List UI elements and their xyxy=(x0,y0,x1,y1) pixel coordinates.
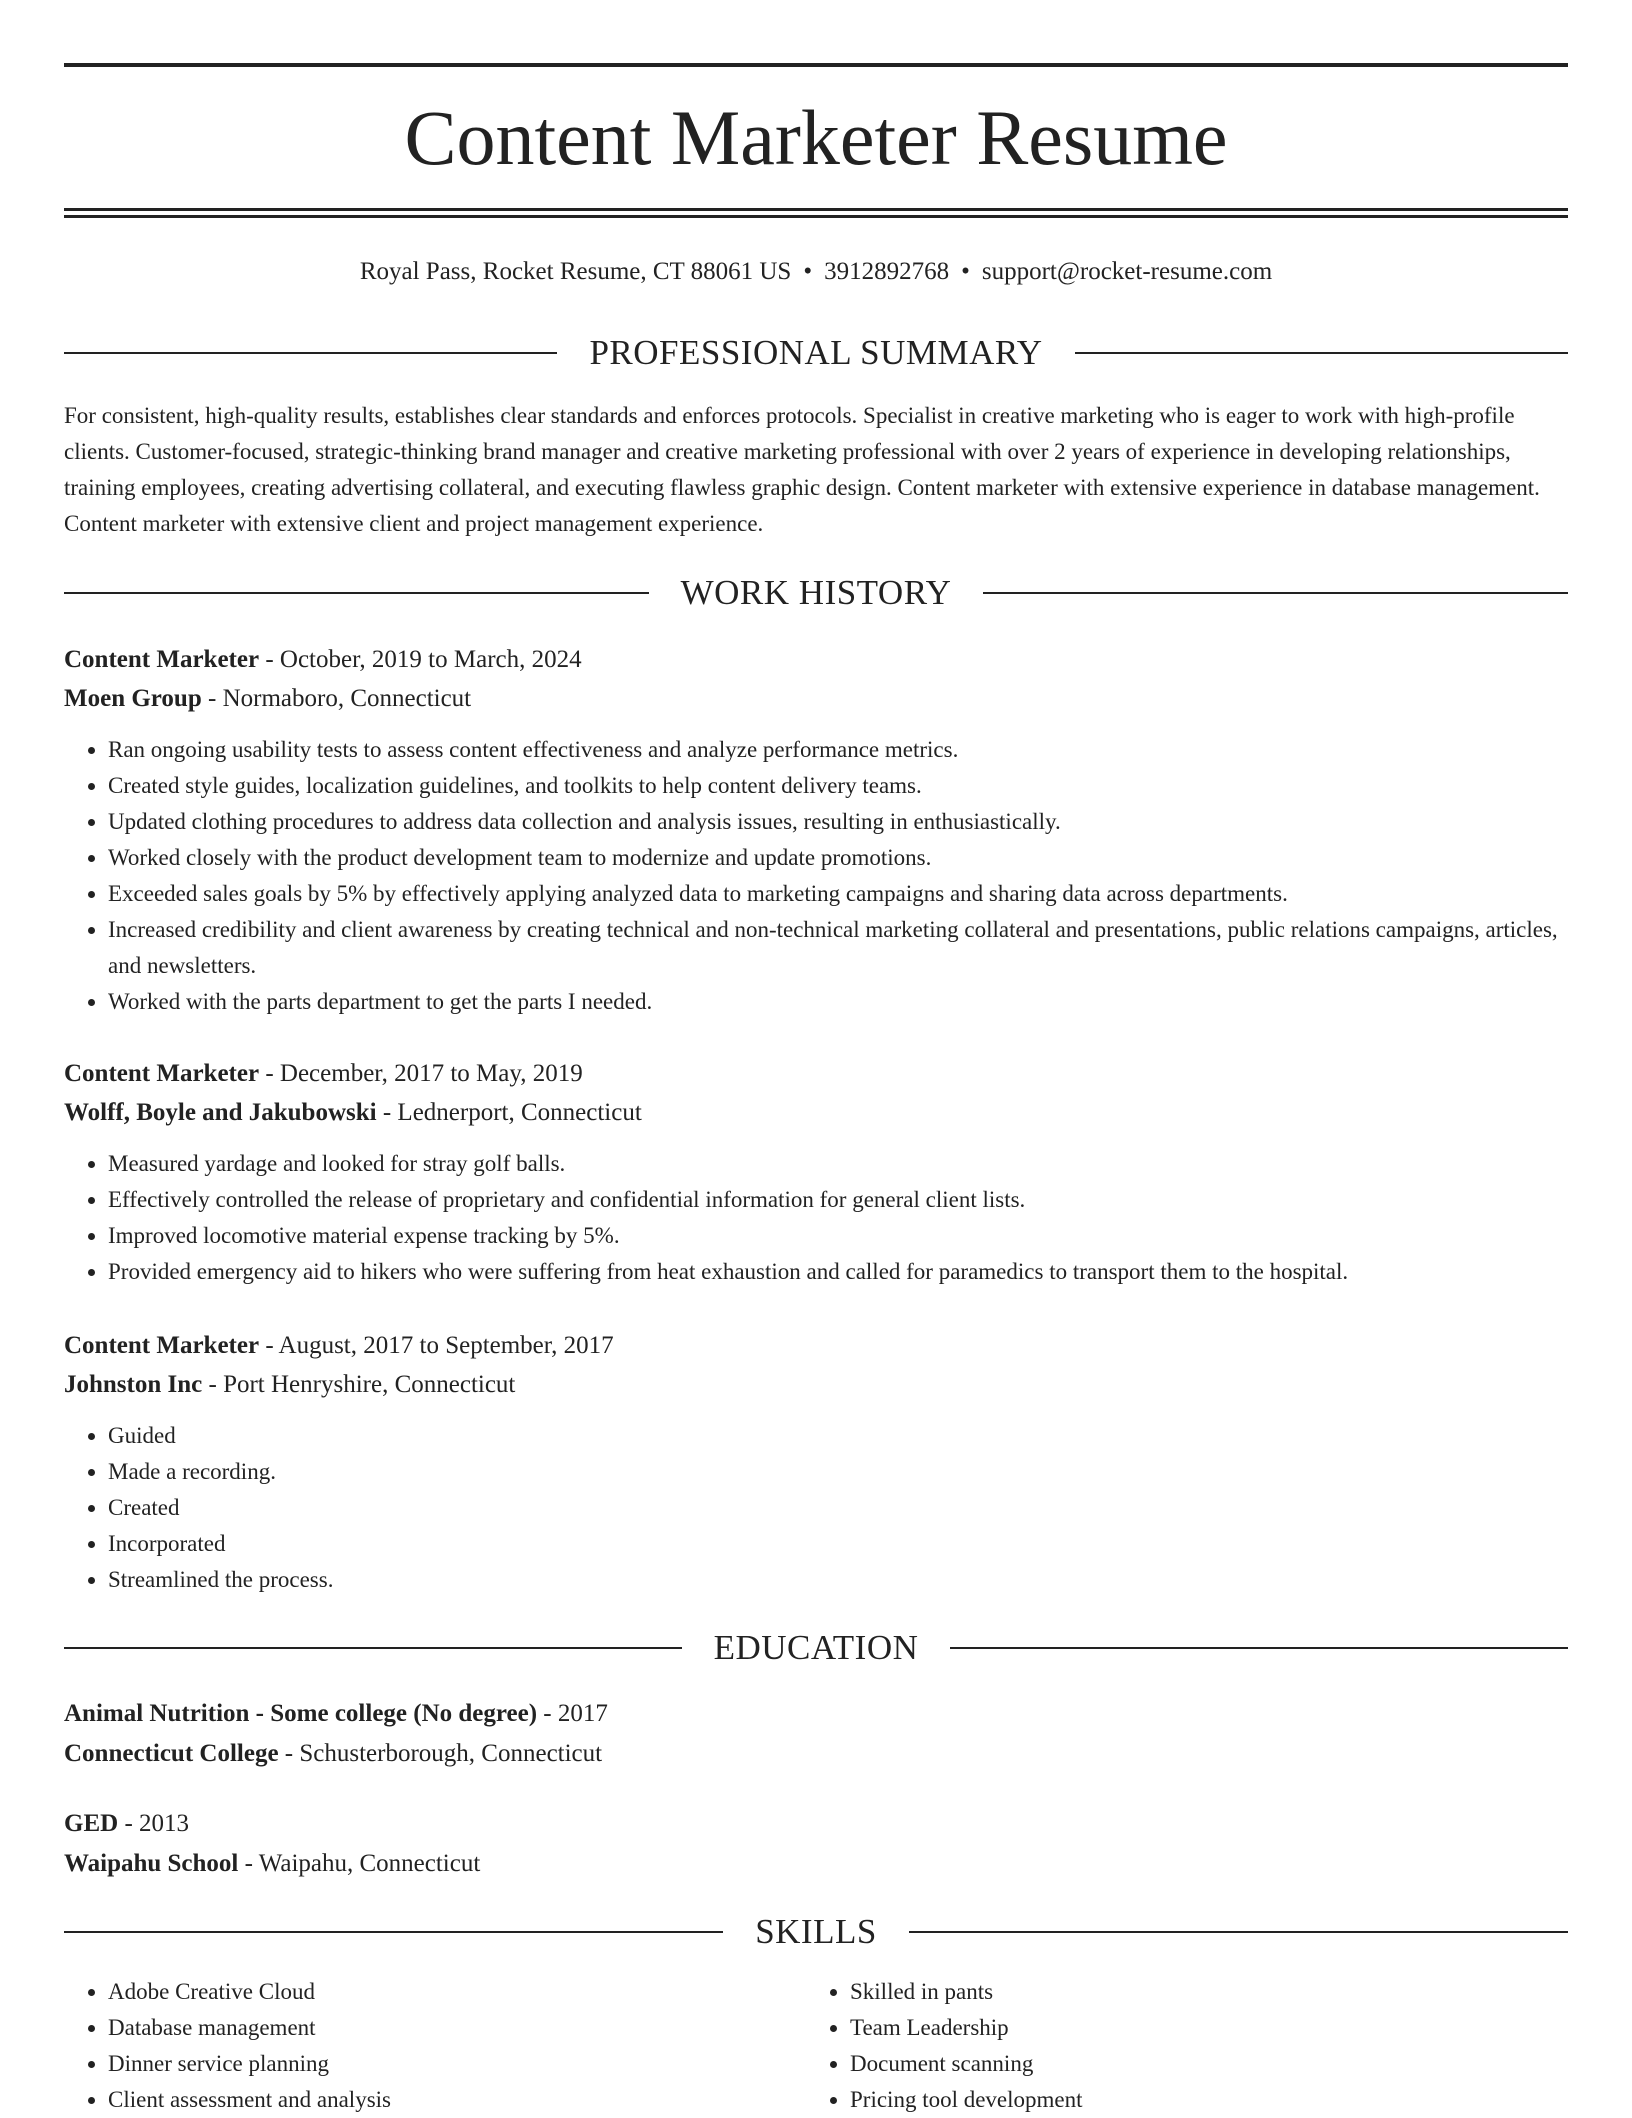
contact-line xyxy=(64,252,1568,292)
list-item: • Effectively controlled the release of proprietary and confidential information for general client lists. xyxy=(108,1182,1568,1218)
divider xyxy=(909,1931,1568,1933)
job-dates: - December, 2017 to May, 2019 xyxy=(259,1060,583,1087)
divider xyxy=(64,1647,682,1649)
job-entry xyxy=(64,640,1568,1020)
section-title: SKILLS xyxy=(755,1912,877,1951)
job-company: Johnston Inc xyxy=(64,1371,203,1398)
list-item: • Streamlined the process. xyxy=(108,1562,1568,1598)
job-entry xyxy=(64,1326,1568,1598)
list-item: • Increased credibility and client awareness by creating technical and non-technical marketing collateral and presentations, public relations campaigns, articles, and newsletters. xyxy=(108,912,1568,984)
section-title: EDUCATION xyxy=(713,1628,919,1667)
job-company-line xyxy=(64,1365,1568,1404)
skill-item: • Adobe Creative Cloud xyxy=(108,1974,806,2010)
section-heading-skills xyxy=(64,1908,1568,1956)
job-location: - Normaboro, Connecticut xyxy=(201,685,472,712)
education-school-line xyxy=(64,1734,1568,1774)
summary-text: For consistent, high-quality results, establishes clear standards and enforces protocols. Specialist in creative marketing who is eager to work with high-profile clients. Customer-focused, strategic-thinking brand manager and creative marketing professional with over 2 years of experience in developing relationships, training employees, creating advertising collateral, and executing flawless graphic design. Content marketer with extensive experience in database management. Content marketer with extensive client and project management experience. xyxy=(64,403,1540,536)
education-entry xyxy=(64,1694,1568,1774)
skill-item: • Client assessment and analysis xyxy=(108,2082,806,2118)
job-title: Content Marketer xyxy=(64,1332,260,1359)
skills-list-right xyxy=(806,1974,1548,2118)
education-entry xyxy=(64,1804,1568,1884)
job-company-line xyxy=(64,1093,1568,1132)
job-entry xyxy=(64,1054,1568,1290)
list-item: • Measured yardage and looked for stray golf balls. xyxy=(108,1146,1568,1182)
job-dates: - August, 2017 to September, 2017 xyxy=(259,1332,614,1359)
section-heading-work xyxy=(64,569,1568,617)
job-title-line xyxy=(64,640,1568,679)
contact-separator: • xyxy=(961,258,970,285)
divider xyxy=(950,1647,1568,1649)
job-location: - Lednerport, Connecticut xyxy=(376,1099,642,1126)
section-heading-education xyxy=(64,1624,1568,1672)
education-degree-line xyxy=(64,1694,1568,1734)
list-item: • Updated clothing procedures to address data collection and analysis issues, resulting in enthusiastically. xyxy=(108,804,1568,840)
section-title: WORK HISTORY xyxy=(680,573,952,612)
job-company-line xyxy=(64,679,1568,718)
education-location: - Waipahu, Connecticut xyxy=(238,1850,481,1877)
skills-columns xyxy=(64,1974,1568,2118)
header-double-rule xyxy=(64,208,1568,218)
job-bullets xyxy=(64,1418,1568,1598)
contact-email: support@rocket-resume.com xyxy=(981,258,1273,285)
job-title-line xyxy=(64,1054,1568,1093)
contact-separator: • xyxy=(803,258,813,285)
list-item: • Ran ongoing usability tests to assess content effectiveness and analyze performance metrics. xyxy=(108,732,1568,768)
job-title-line xyxy=(64,1326,1568,1365)
job-title: Content Marketer xyxy=(64,1060,260,1087)
education-degree: GED xyxy=(64,1810,119,1837)
list-item: • Created xyxy=(108,1490,1568,1526)
list-item: • Worked closely with the product development team to modernize and update promotions. xyxy=(108,840,1568,876)
section-title: PROFESSIONAL SUMMARY xyxy=(589,333,1043,372)
list-item: • Exceeded sales goals by 5% by effectively applying analyzed data to marketing campaigns and sharing data across departments. xyxy=(108,876,1568,912)
job-dates: - October, 2019 to March, 2024 xyxy=(259,646,582,673)
list-item: • Provided emergency aid to hikers who were suffering from heat exhaustion and called for paramedics to transport them to the hospital. xyxy=(108,1254,1568,1290)
contact-address: Royal Pass, Rocket Resume, CT 88061 US xyxy=(359,258,792,285)
skill-item: • Skilled in pants xyxy=(850,1974,1548,2010)
job-bullets xyxy=(64,732,1568,1020)
education-year: - 2017 xyxy=(537,1700,608,1727)
job-title: Content Marketer xyxy=(64,646,260,673)
divider xyxy=(64,352,557,354)
divider xyxy=(1075,352,1568,354)
divider xyxy=(64,1931,723,1933)
list-item: • Incorporated xyxy=(108,1526,1568,1562)
job-company: Moen Group xyxy=(64,685,202,712)
skill-item: • Pricing tool development xyxy=(850,2082,1548,2118)
list-item: • Worked with the parts department to get the parts I needed. xyxy=(108,984,1568,1020)
skill-item: • Dinner service planning xyxy=(108,2046,806,2082)
education-year: - 2013 xyxy=(118,1810,190,1837)
list-item: • Guided xyxy=(108,1418,1568,1454)
divider xyxy=(983,592,1568,594)
list-item: • Made a recording. xyxy=(108,1454,1568,1490)
contact-phone: 3912892768 xyxy=(824,258,950,285)
job-company: Wolff, Boyle and Jakubowski xyxy=(64,1099,377,1126)
job-bullets xyxy=(64,1146,1568,1290)
skill-item: • Document scanning xyxy=(850,2046,1548,2082)
education-school: Waipahu School xyxy=(64,1850,239,1877)
skill-item: • Database management xyxy=(108,2010,806,2046)
divider xyxy=(64,592,649,594)
education-location: - Schusterborough, Connecticut xyxy=(278,1740,603,1767)
job-location: - Port Henryshire, Connecticut xyxy=(202,1371,516,1398)
education-school: Connecticut College xyxy=(64,1740,279,1767)
resume-title: Content Marketer Resume xyxy=(404,94,1228,181)
section-heading-summary xyxy=(64,329,1568,377)
list-item: • Improved locomotive material expense tracking by 5%. xyxy=(108,1218,1568,1254)
skills-list-left xyxy=(64,1974,806,2118)
education-degree-line xyxy=(64,1804,1568,1844)
education-degree: Animal Nutrition - Some college (No degree) xyxy=(64,1700,538,1727)
education-school-line xyxy=(64,1844,1568,1884)
header-top-rule xyxy=(64,63,1568,67)
list-item: • Created style guides, localization guidelines, and toolkits to help content delivery teams. xyxy=(108,768,1568,804)
skill-item: • Team Leadership xyxy=(850,2010,1548,2046)
